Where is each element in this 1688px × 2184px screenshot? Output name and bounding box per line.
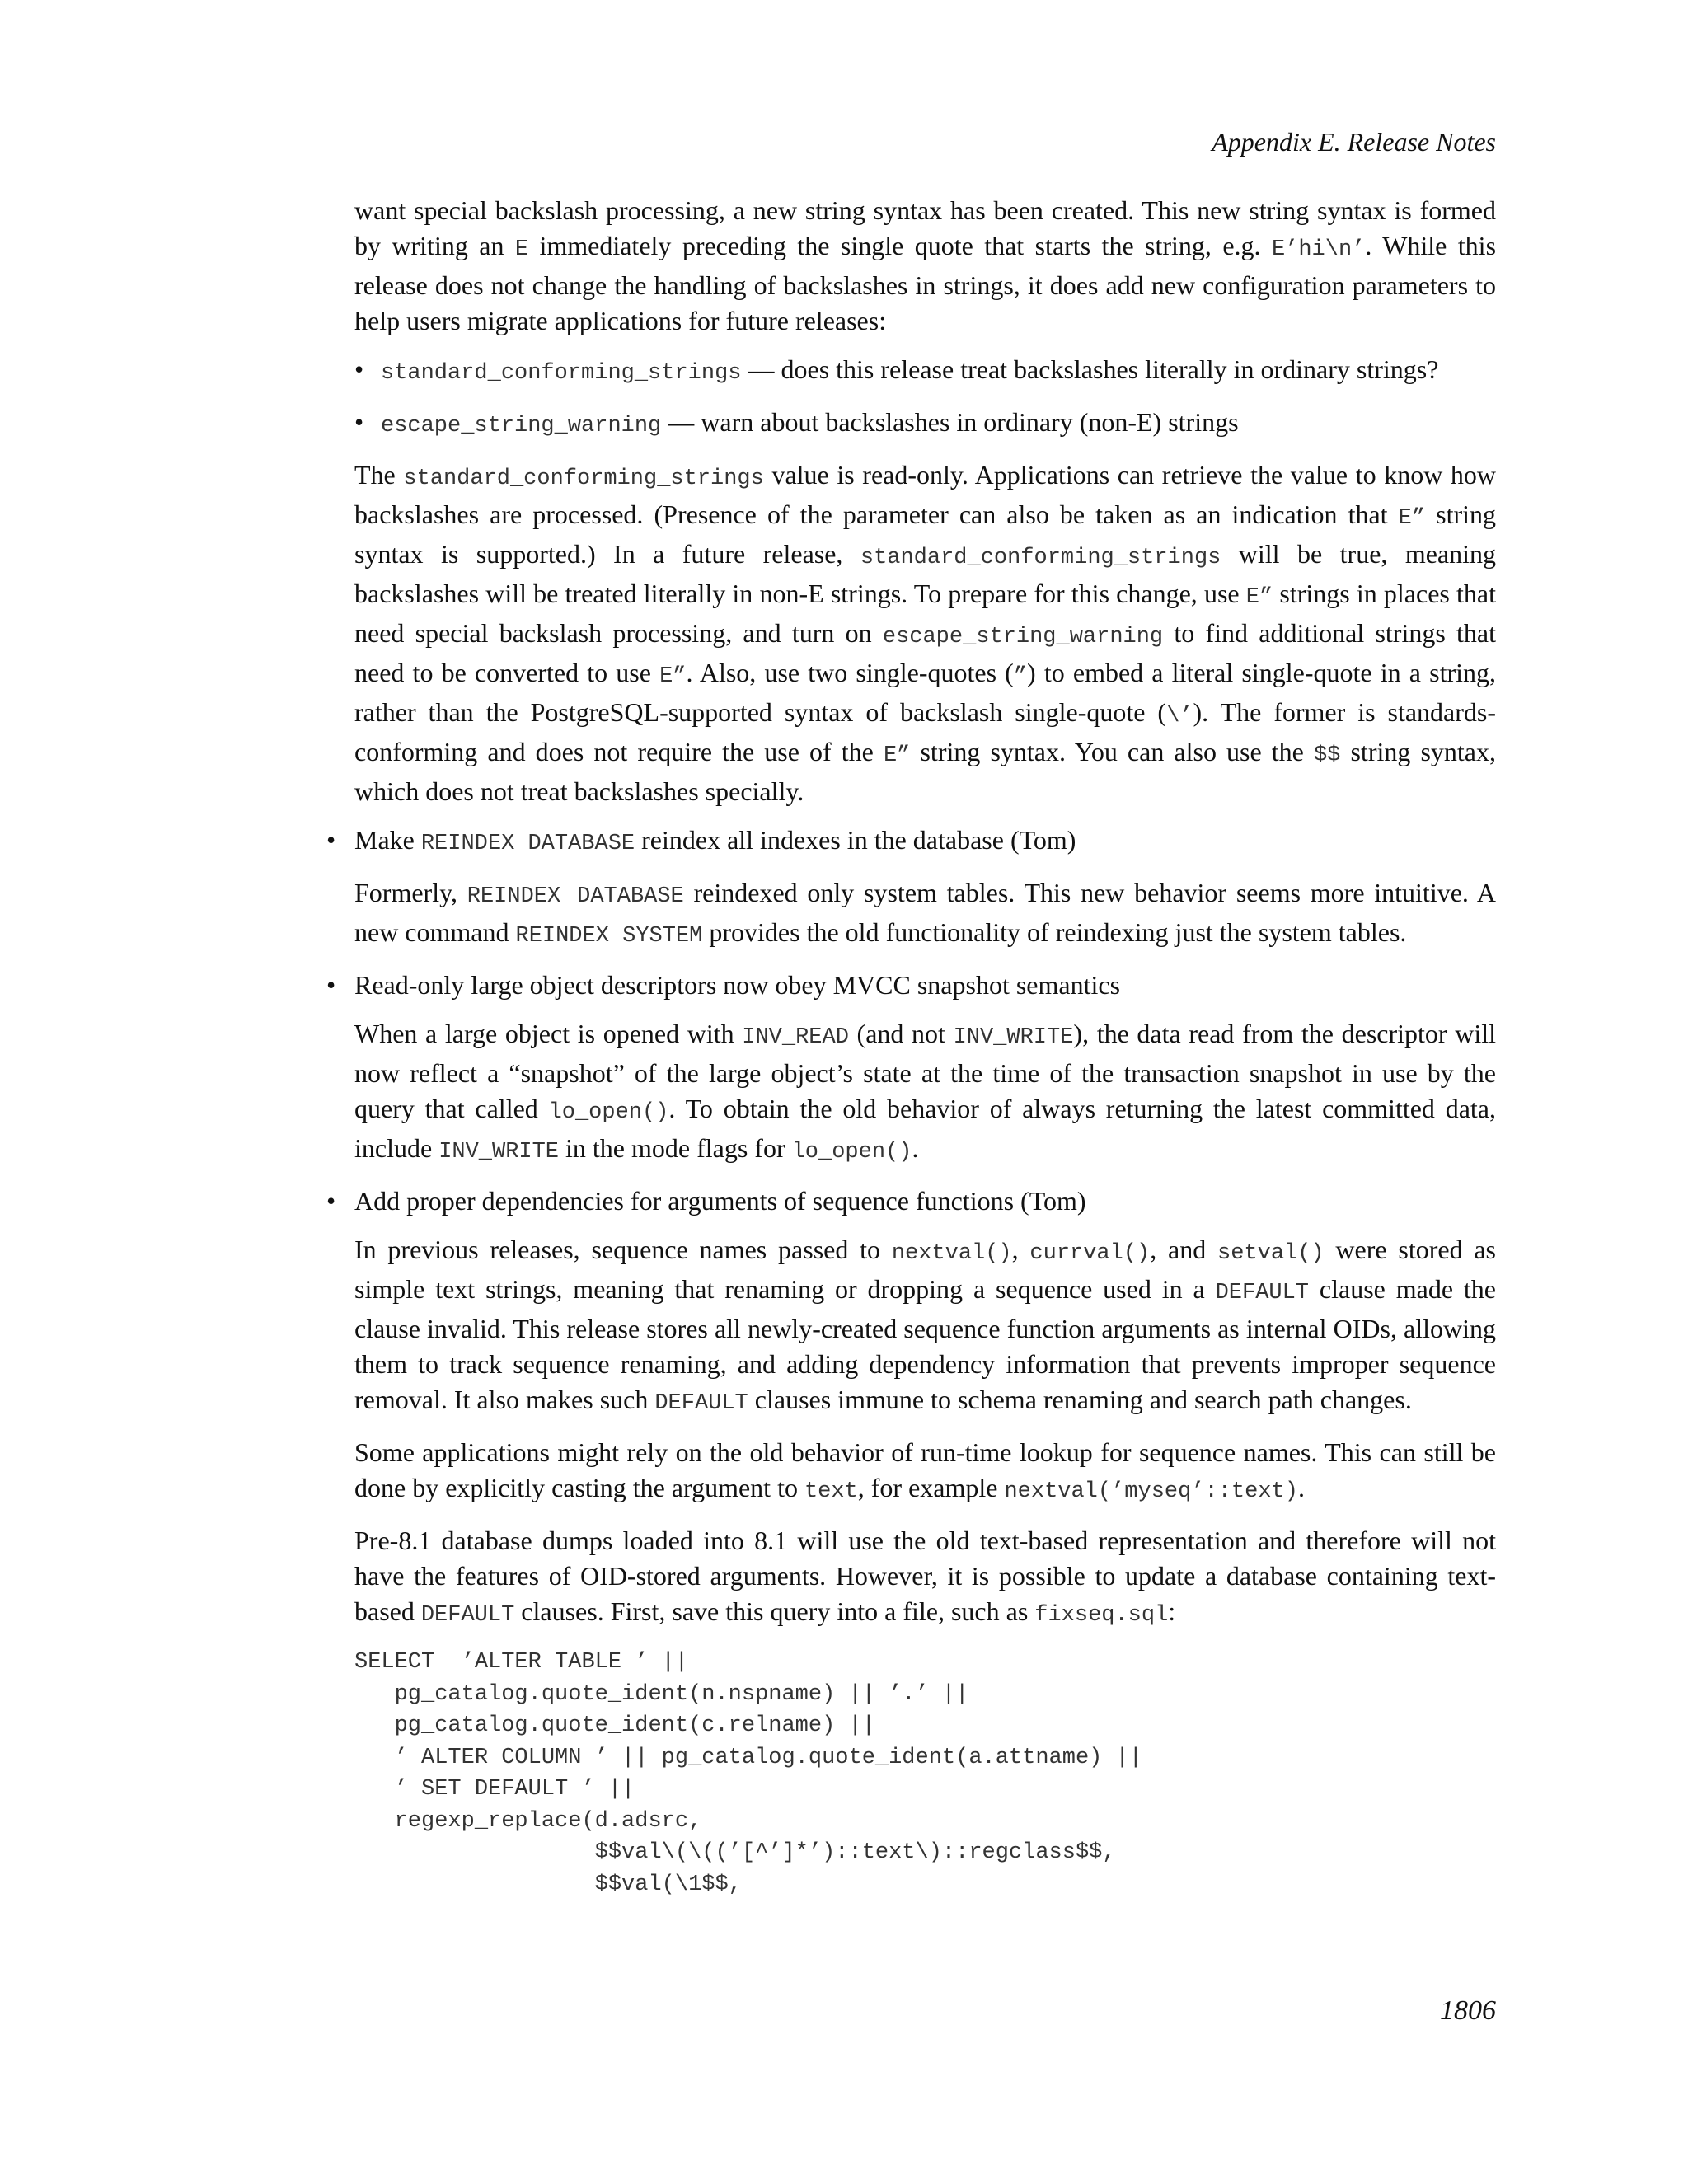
config-parameter-list bbox=[354, 352, 1496, 444]
bullet-icon: • bbox=[354, 354, 364, 384]
item-heading: Add proper dependencies for arguments of sequence functions (Tom) bbox=[354, 1186, 1086, 1216]
item-paragraph: In previous releases, sequence names passed to nextval(), currval(), and setval() were stored as simple text strings, meaning that renaming or dropping a sequence used in a DEFAULT clause made the clause invalid. This release stores all newly-created sequence function arguments as internal OIDs, allowing them to track sequence renaming, and adding dependency information that prevents improper sequence removal. It also makes such DEFAULT clauses immune to schema renaming and search path changes. bbox=[354, 1235, 1497, 1416]
page-number: 1806 bbox=[1440, 1995, 1496, 2026]
item-paragraph: Formerly, REINDEX DATABASE reindexed only system tables. This new behavior seems more intuitive. A new command REINDEX SYSTEM provides the old functionality of reindexing just the system tables. bbox=[354, 878, 1497, 949]
bullet-icon: • bbox=[354, 407, 364, 437]
item-paragraph: Pre-8.1 database dumps loaded into 8.1 will use the old text-based representation and therefore will not have the features of OID-stored arguments. However, it is possible to update a database containing text-based DEFAULT clauses. First, save this query into a file, such as fixseq.sql: bbox=[354, 1526, 1496, 1628]
bullet-icon: • bbox=[326, 825, 336, 855]
list-item: • escape_string_warning — warn about backslashes in ordinary (non-E) strings bbox=[354, 405, 1496, 444]
bullet-icon: • bbox=[326, 1186, 336, 1216]
intro-paragraph-1: want special backslash processing, a new string syntax has been created. This new string syntax is formed by writing an E immediately preceding the single quote that starts the string, e.g. E’hi\n’. While this release does not change the handling of backslashes in strings, it does add new configuration parameters to help users migrate applications for future releases: bbox=[354, 195, 1497, 335]
list-item: • standard_conforming_strings — does this release treat backslashes literally in ordinary strings? bbox=[354, 352, 1496, 391]
release-note-item bbox=[326, 1183, 1497, 1900]
page-header: Appendix E. Release Notes bbox=[1212, 127, 1496, 157]
intro-paragraph-2: The standard_conforming_strings value is read-only. Applications can retrieve the value to know how backslashes are processed. (Presence of the parameter can also be taken as an indication that E” string syntax is supported.) In a future release, standard_conforming_strings will be true, meaning backslashes will be treated literally in non-E strings. To prepare for this change, use E” strings in places that need special backslash processing, and turn on escape_string_warning to find additional strings that need to be converted to use E”. Also, use two single-quotes (”) to embed a literal single-quote in a string, rather than the PostgreSQL-supported syntax of backslash single-quote (\’). The former is standards-conforming and does not require the use of the E” string syntax. You can also use the $$ string syntax, which does not treat backslashes specially. bbox=[354, 460, 1497, 806]
item-heading: Read-only large object descriptors now obey MVCC snapshot semantics bbox=[354, 970, 1121, 1000]
release-note-item bbox=[326, 968, 1497, 1170]
bullet-icon: • bbox=[326, 970, 336, 1000]
document-body bbox=[326, 193, 1497, 1914]
item-paragraph: When a large object is opened with INV_READ (and not INV_WRITE), the data read from the descriptor will now reflect a “snapshot” of the large object’s state at the time of the transaction snapshot in use by the query that called lo_open(). To obtain the old behavior of always returning the latest committed data, include INV_WRITE in the mode flags for lo_open(). bbox=[354, 1019, 1497, 1165]
item-heading: Make REINDEX DATABASE reindex all indexes in the database (Tom) bbox=[354, 825, 1076, 856]
item-paragraph: Some applications might rely on the old behavior of run-time lookup for sequence names. This can still be done by explicitly casting the argument to text, for example nextval(’myseq’::text). bbox=[354, 1437, 1496, 1504]
sql-code-block: SELECT ’ALTER TABLE ’ || pg_catalog.quote_ident(n.nspname) || ’.’ || pg_catalog.quote_ident(c.relname) || ’ ALTER COLUMN ’ || pg_catalog.quote_ident(a.attname) || ’ SET DEFAULT ’ || regexp_replace(d.adsrc, $$val\(\((’[^’]*’)::text\)::regclass$$, $$val(\1$$, bbox=[354, 1650, 1142, 1897]
release-note-item bbox=[326, 823, 1497, 954]
